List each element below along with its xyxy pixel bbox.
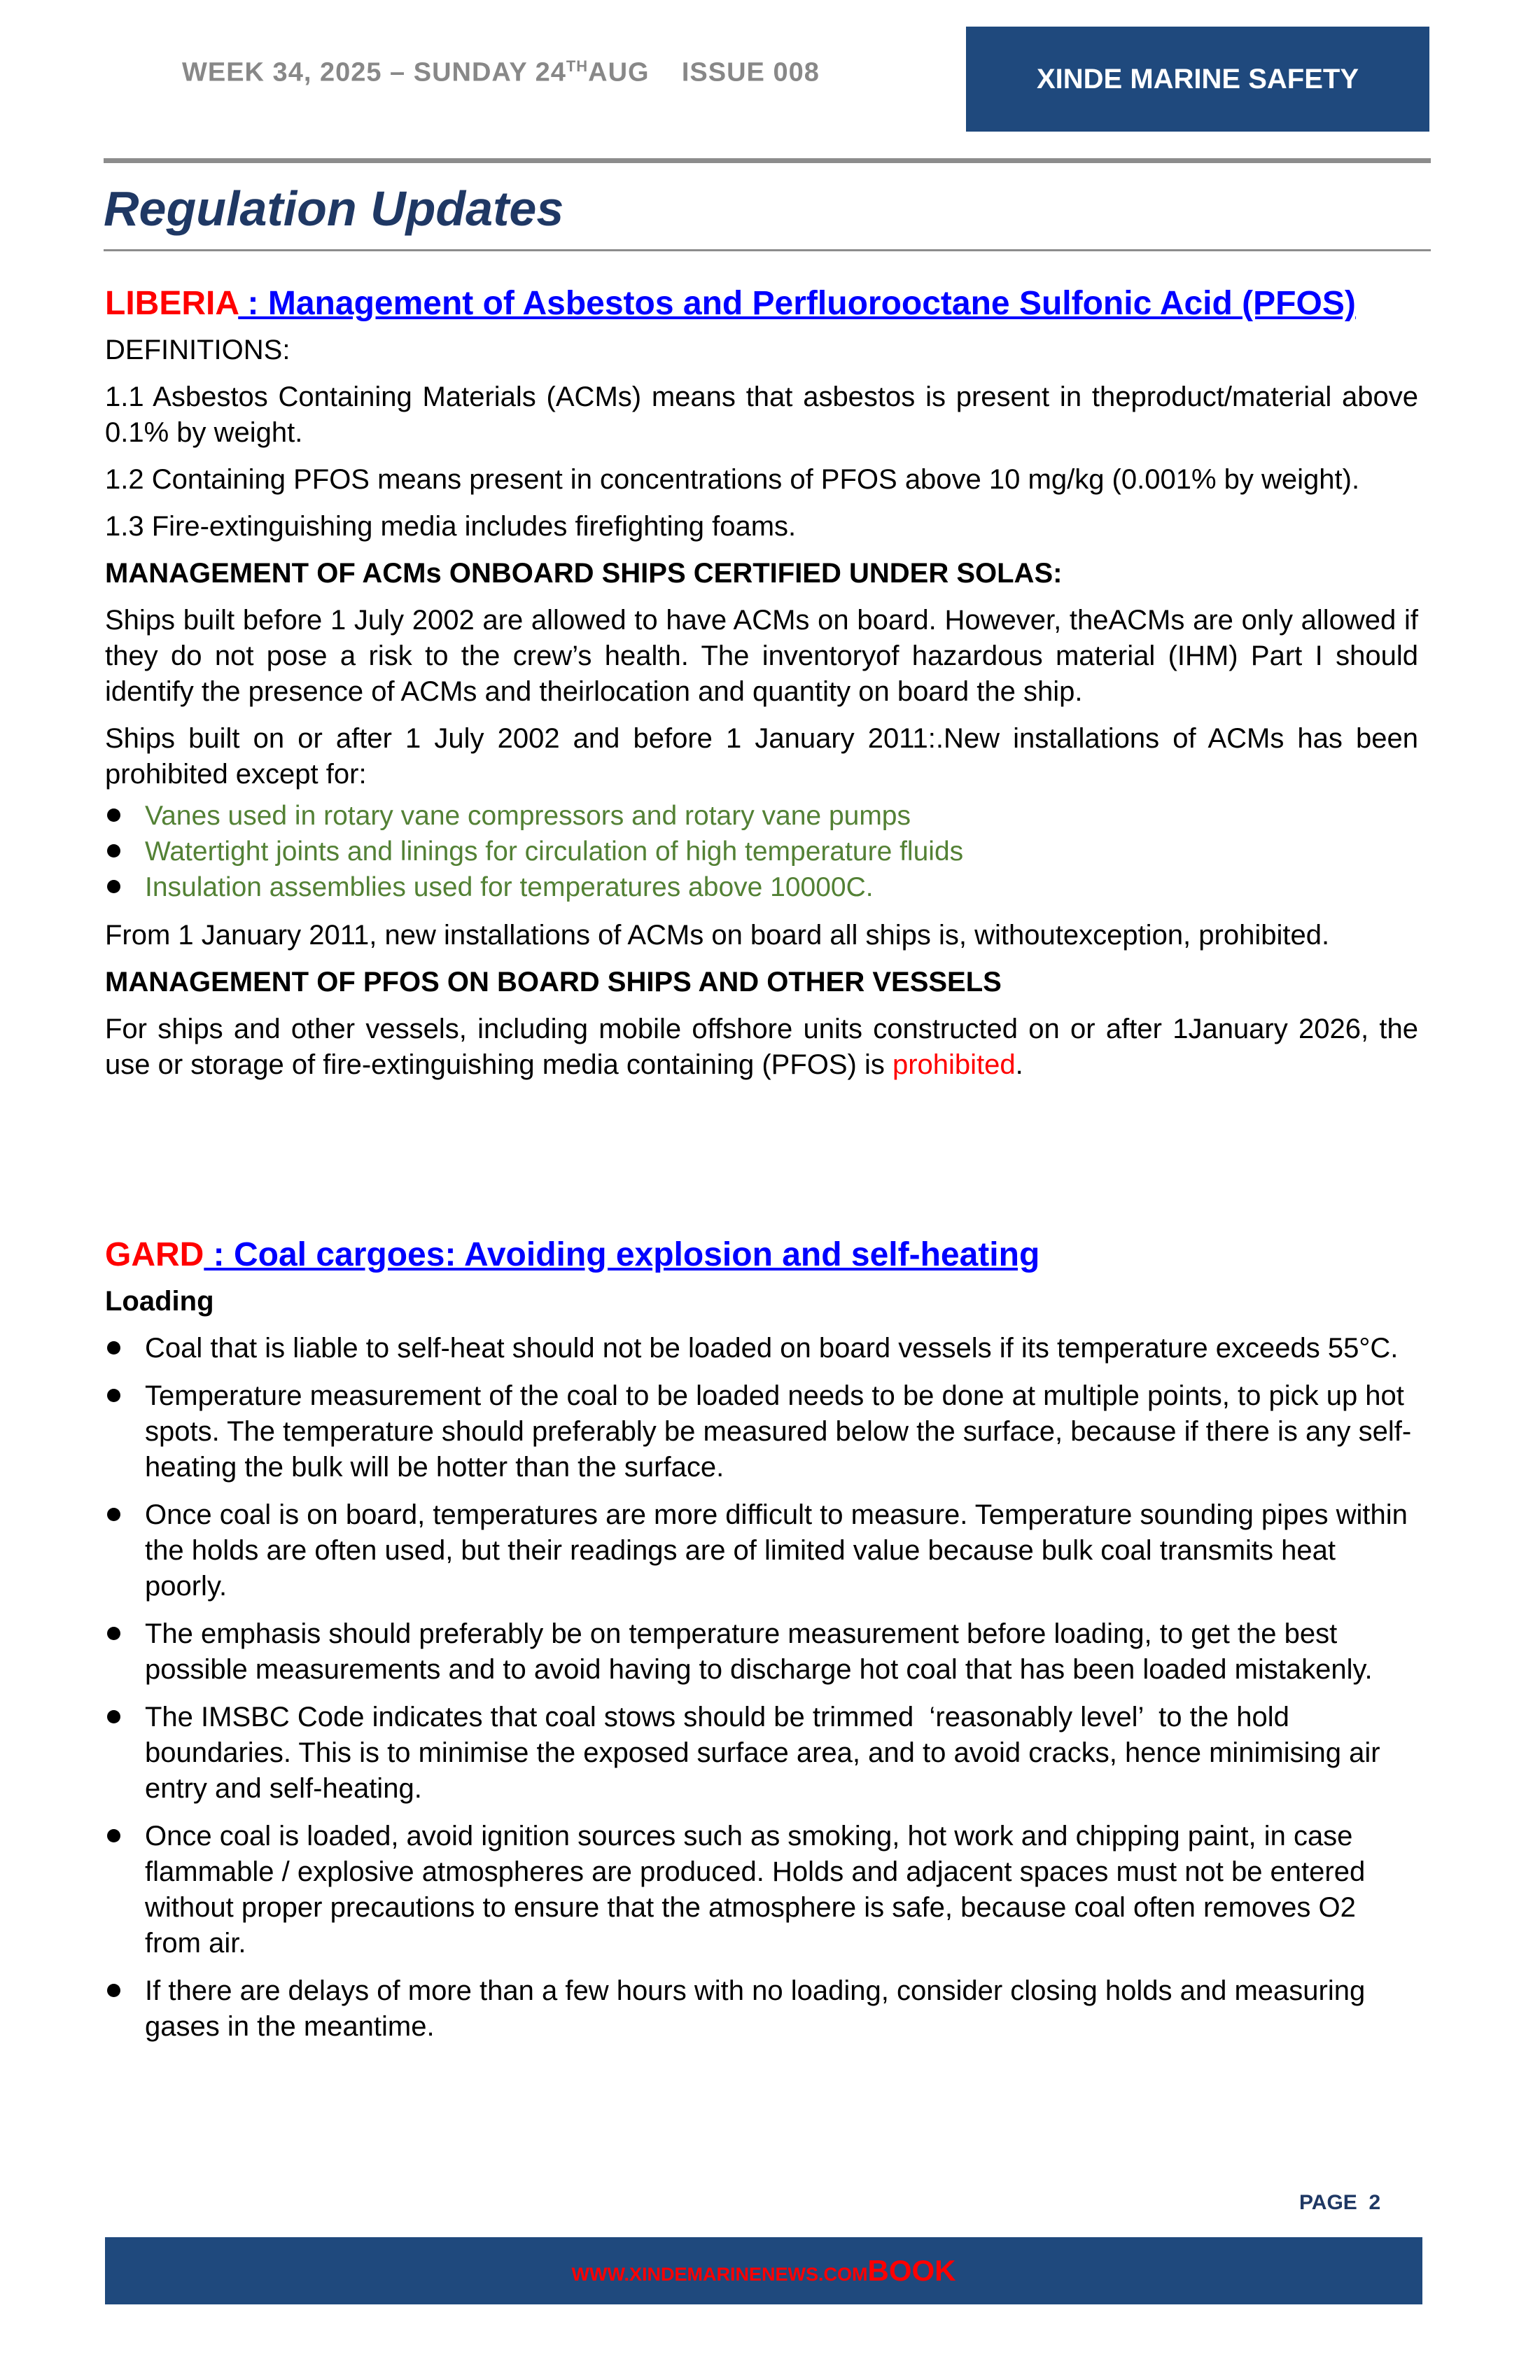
section-divider: [104, 249, 1431, 251]
list-item: [105, 1973, 1418, 2045]
list-item-text: Coal that is liable to self-heat should not be loaded on board vessels if its temperature exceeds 55°C.: [145, 1333, 1399, 1364]
list-item-text: Watertight joints and linings for circulation of high temperature fluids: [145, 836, 964, 867]
definition-3: 1.3 Fire-extinguishing media includes firefighting foams.: [105, 511, 797, 542]
pfos-text-end: .: [1015, 1049, 1023, 1080]
headline-org: LIBERIA: [105, 285, 239, 322]
liberia-headline-link[interactable]: : Management of Asbestos and Perfluorooctane Sulfonic Acid (PFOS): [238, 285, 1356, 322]
issue-date: WEEK 34, 2025 – SUNDAY 24: [182, 57, 566, 88]
page-number: PAGE 2: [1299, 2191, 1381, 2214]
acm-paragraph-1: Ships built before 1 July 2002 are allowed to have ACMs on board. However, theACMs are only allowed if they do not pose a risk to the crew’s health. The inventoryof hazardous material (IHM) Part I should identify the presence of ACMs and theirlocation and quantity on board the ship.: [105, 605, 1418, 707]
acm-paragraph-3: From 1 January 2011, new installations of ACMs on board all ships is, withoutexception, prohibited.: [105, 920, 1330, 951]
bullet-icon: [107, 1710, 120, 1723]
issue-number: AUG ISSUE 008: [588, 57, 820, 88]
list-item-text: Once coal is on board, temperatures are more difficult to measure. Temperature sounding pipes within the holds are often used, but their readings are of limited value because bulk coal transmits heat poorly.: [145, 1499, 1408, 1602]
loading-heading: Loading: [105, 1286, 214, 1317]
website-url: WWW.XINDEMARINENEWS.COM: [571, 2264, 868, 2285]
header-divider: [104, 158, 1431, 163]
gard-headline-link[interactable]: : Coal cargoes: Avoiding explosion and self-heating: [204, 1236, 1040, 1273]
acm-paragraph-2: Ships built on or after 1 July 2002 and before 1 January 2011:.New installations of ACMs has been prohibited except for:: [105, 723, 1418, 790]
brand-banner: [966, 27, 1429, 132]
brand-name: XINDE MARINE SAFETY: [1036, 63, 1359, 94]
bullet-icon: [107, 1341, 120, 1354]
list-item: [105, 1616, 1418, 1688]
list-item: [105, 798, 1418, 834]
bullet-icon: [107, 844, 120, 858]
list-item-text: Temperature measurement of the coal to be loaded needs to be done at multiple points, to pick up hot spots. The temperature should preferably be measured below the surface, because if there is any self-heating the bulk will be hotter than the surface.: [145, 1380, 1412, 1483]
bullet-icon: [107, 1829, 120, 1842]
gard-article: [105, 1237, 1418, 2057]
list-item: [105, 1700, 1418, 1807]
acm-exceptions-list: [105, 798, 1418, 905]
list-item: [105, 1497, 1418, 1604]
definitions-heading: DEFINITIONS:: [105, 335, 290, 365]
gard-headline: [105, 1237, 1418, 1273]
list-item: [105, 834, 1418, 869]
list-item-text: Vanes used in rotary vane compressors and rotary vane pumps: [145, 801, 911, 831]
definition-2: 1.2 Containing PFOS means present in concentrations of PFOS above 10 mg/kg (0.001% by weight).: [105, 464, 1360, 495]
bullet-icon: [107, 1508, 120, 1521]
website-url-suffix: BOOK: [867, 2254, 956, 2287]
issue-date-suffix: TH: [566, 57, 589, 75]
bullet-icon: [107, 1984, 120, 1997]
list-item-text: Once coal is loaded, avoid ignition sources such as smoking, hot work and chipping paint, in case flammable / explosive atmospheres are produced. Holds and adjacent spaces must not be entered without proper precautions to ensure that the atmosphere is safe, because coal often removes O2 from air.: [145, 1821, 1366, 1959]
list-item-text: Insulation assemblies used for temperatures above 10000C.: [145, 872, 874, 902]
issue-line: [182, 57, 820, 88]
pfos-text: For ships and other vessels, including mobile offshore units constructed on or after 1January 2026, the use or storage of fire-extinguishing media containing (PFOS) is: [105, 1014, 1418, 1080]
liberia-article: [105, 286, 1418, 1094]
bullet-icon: [107, 1389, 120, 1402]
definition-1: 1.1 Asbestos Containing Materials (ACMs) means that asbestos is present in theproduct/material above 0.1% by weight.: [105, 382, 1418, 448]
list-item-text: The IMSBC Code indicates that coal stows should be trimmed ‘reasonably level’ to the hold boundaries. This is to minimise the exposed surface area, and to avoid cracks, hence minimising air entry and self-heating.: [145, 1702, 1388, 1804]
pfos-prohibited: prohibited: [892, 1049, 1016, 1080]
list-item-text: The emphasis should preferably be on temperature measurement before loading, to get the best possible measurements and to avoid having to discharge hot coal that has been loaded mistakenly.: [145, 1618, 1373, 1685]
list-item: [105, 1819, 1418, 1961]
bullet-icon: [107, 880, 120, 893]
section-title: Regulation Updates: [104, 181, 564, 236]
pfos-paragraph: [105, 1011, 1418, 1083]
bullet-icon: [107, 808, 120, 822]
list-item: [105, 1331, 1418, 1366]
liberia-headline: [105, 286, 1418, 321]
headline-org: GARD: [105, 1236, 204, 1273]
footer-website: [105, 2237, 1422, 2304]
loading-bullets: [105, 1331, 1418, 2045]
list-item-text: If there are delays of more than a few hours with no loading, consider closing holds and measuring gases in the meantime.: [145, 1975, 1366, 2042]
list-item: [105, 869, 1418, 905]
website-link[interactable]: [572, 2254, 956, 2288]
list-item: [105, 1378, 1418, 1485]
pfos-heading: MANAGEMENT OF PFOS ON BOARD SHIPS AND OTHER VESSELS: [105, 967, 1002, 997]
acm-heading: MANAGEMENT OF ACMs ONBOARD SHIPS CERTIFIED UNDER SOLAS:: [105, 558, 1063, 589]
bullet-icon: [107, 1627, 120, 1640]
